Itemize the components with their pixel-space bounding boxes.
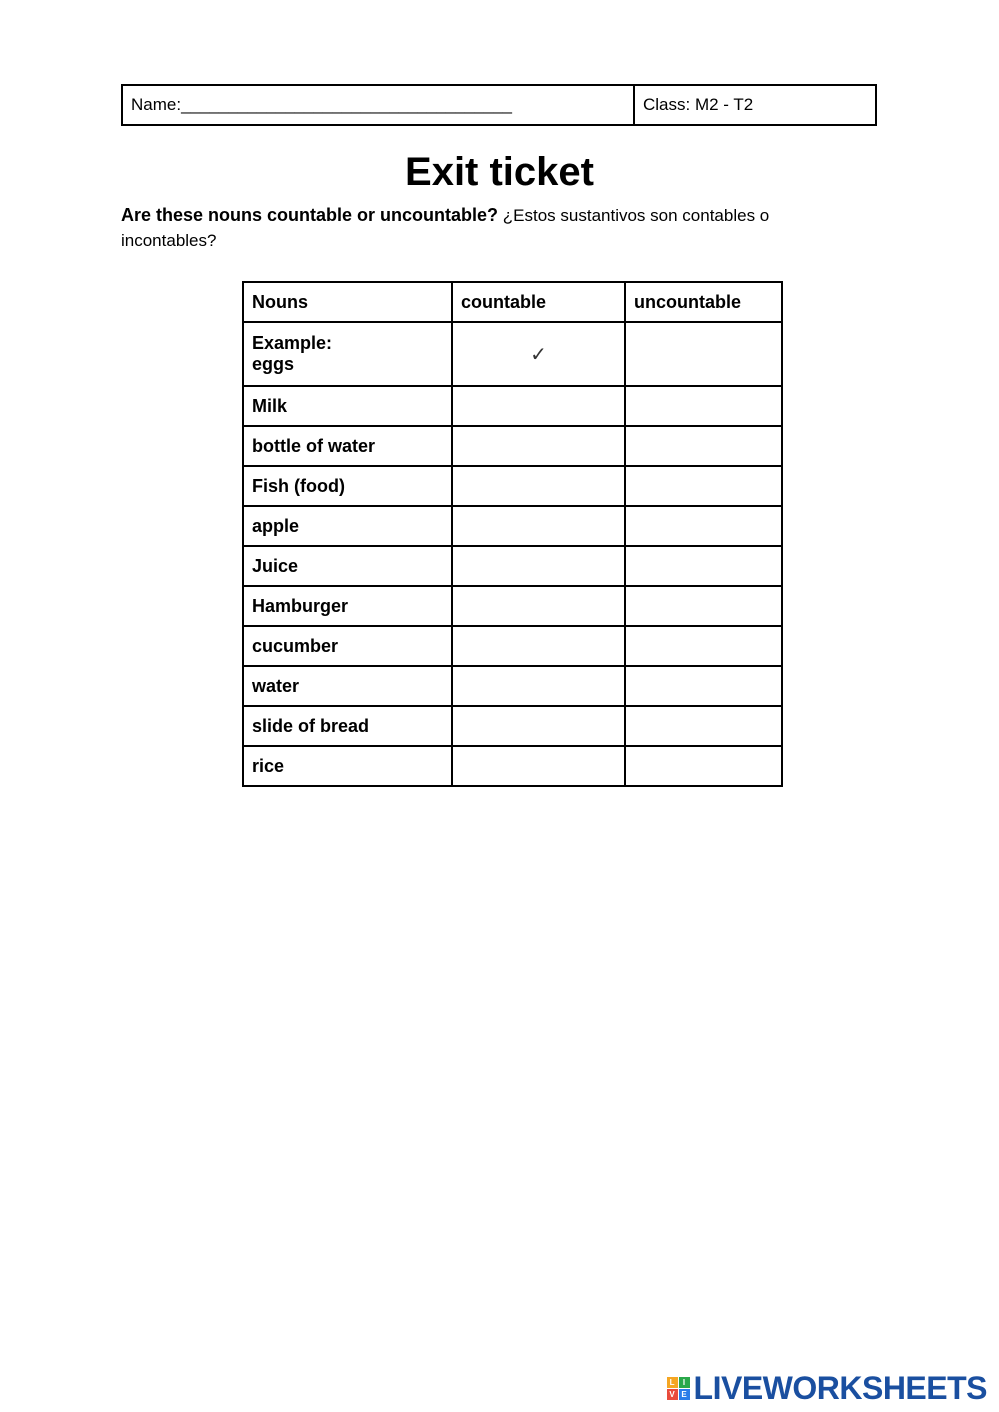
noun-cell: apple — [243, 506, 452, 546]
uncountable-answer-cell[interactable] — [625, 666, 782, 706]
noun-cell: cucumber — [243, 626, 452, 666]
uncountable-answer-cell[interactable] — [625, 466, 782, 506]
table-row — [243, 746, 782, 786]
noun-cell: bottle of water — [243, 426, 452, 466]
uncountable-answer-cell[interactable] — [625, 506, 782, 546]
noun-cell: Juice — [243, 546, 452, 586]
noun-cell: Hamburger — [243, 586, 452, 626]
table-row — [243, 626, 782, 666]
noun-cell: Fish (food) — [243, 466, 452, 506]
countable-answer-cell[interactable] — [452, 426, 625, 466]
countable-answer-cell[interactable] — [452, 546, 625, 586]
countable-answer-cell[interactable] — [452, 746, 625, 786]
name-field[interactable] — [122, 85, 634, 125]
page-title: Exit ticket — [405, 150, 594, 194]
header-table — [121, 84, 877, 126]
table-row — [243, 426, 782, 466]
example-countable-cell — [452, 322, 625, 386]
uncountable-answer-cell[interactable] — [625, 586, 782, 626]
table-header-row — [243, 282, 782, 322]
table-row — [243, 386, 782, 426]
class-field — [634, 85, 876, 125]
table-row — [243, 466, 782, 506]
table-row — [243, 506, 782, 546]
logo-letter: L — [667, 1377, 678, 1388]
logo-letter: V — [667, 1389, 678, 1400]
countable-answer-cell[interactable] — [452, 386, 625, 426]
table-row — [243, 666, 782, 706]
countable-answer-cell[interactable] — [452, 666, 625, 706]
uncountable-answer-cell[interactable] — [625, 626, 782, 666]
column-header-uncountable: uncountable — [625, 282, 782, 322]
example-row — [243, 322, 782, 386]
countable-answer-cell[interactable] — [452, 586, 625, 626]
uncountable-answer-cell[interactable] — [625, 386, 782, 426]
instructions-spanish: ¿Estos sustantivos son contables o incontables? — [121, 206, 770, 250]
class-label: Class: M2 - T2 — [643, 95, 754, 114]
countable-answer-cell[interactable] — [452, 706, 625, 746]
logo-letter: I — [679, 1377, 690, 1388]
table-row — [243, 586, 782, 626]
check-mark-icon: ✓ — [530, 343, 547, 366]
uncountable-answer-cell[interactable] — [625, 706, 782, 746]
example-label: Example: — [252, 333, 333, 353]
noun-cell: water — [243, 666, 452, 706]
uncountable-answer-cell[interactable] — [625, 426, 782, 466]
noun-cell: Milk — [243, 386, 452, 426]
brand-logo — [667, 1370, 987, 1406]
example-noun: eggs — [252, 354, 295, 374]
countable-answer-cell[interactable] — [452, 626, 625, 666]
liveworksheets-logo-icon — [667, 1377, 690, 1400]
noun-cell: slide of bread — [243, 706, 452, 746]
noun-cell: rice — [243, 746, 452, 786]
column-header-nouns: Nouns — [243, 282, 452, 322]
uncountable-answer-cell[interactable] — [625, 546, 782, 586]
brand-name: LIVEWORKSHEETS — [693, 1369, 987, 1406]
instructions-english: Are these nouns countable or uncountable? — [121, 205, 499, 225]
uncountable-answer-cell[interactable] — [625, 746, 782, 786]
example-uncountable-cell — [625, 322, 782, 386]
countable-answer-cell[interactable] — [452, 466, 625, 506]
countable-answer-cell[interactable] — [452, 506, 625, 546]
column-header-countable: countable — [452, 282, 625, 322]
example-cell — [243, 322, 452, 386]
table-row — [243, 706, 782, 746]
instructions — [121, 203, 861, 253]
name-label: Name:___________________________________ — [131, 95, 512, 114]
table-row — [243, 546, 782, 586]
nouns-table — [242, 281, 783, 787]
logo-letter: E — [679, 1389, 690, 1400]
